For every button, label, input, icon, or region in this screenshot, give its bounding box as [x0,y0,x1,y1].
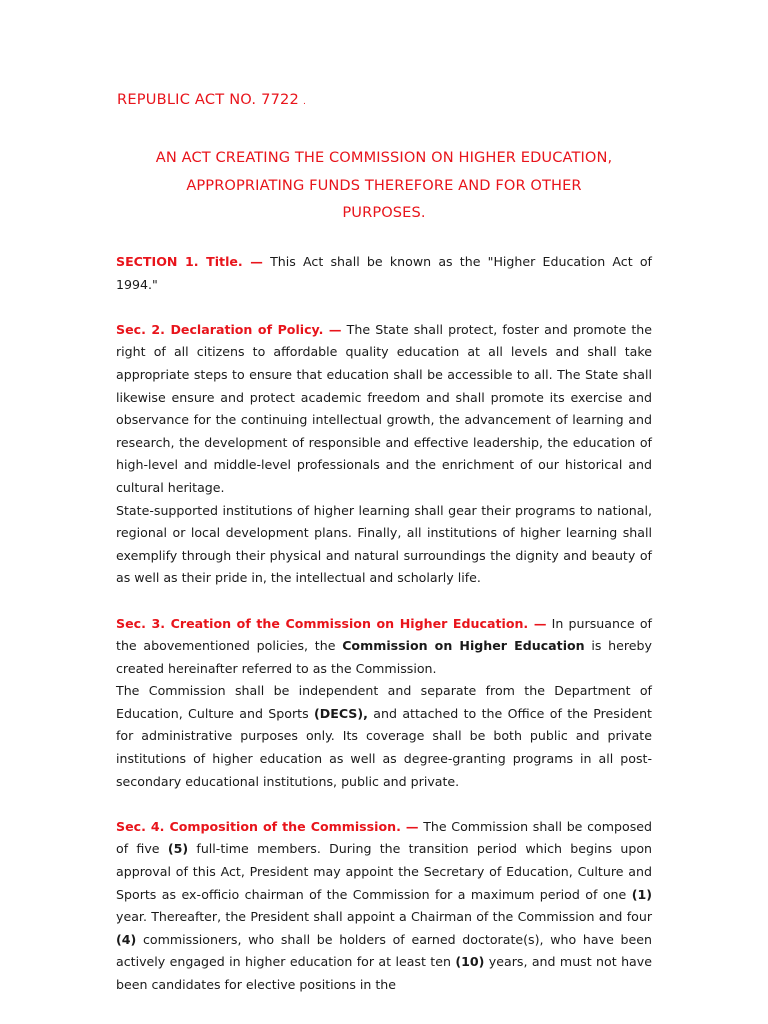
section-text: year. Thereafter, the President shall appoint a Chairman of the Commission and four [116,909,652,925]
section-heading: Sec. 2. Declaration of Policy. — [116,321,342,337]
section-text: years, and must not have been candidates for elective positions in the [116,954,652,992]
decs-abbrev: (DECS), [314,705,368,721]
number-bold: (10) [455,954,485,970]
section-heading: Sec. 4. Composition of the Commission. — [116,818,419,834]
document-subtitle [100,144,668,227]
section-text: The State shall protect, foster and promote the right of all citizens to affordable quality education at all levels and shall take appropriate steps to ensure that education shall be accessible to all. The State shall likewise ensure and protect academic freedom and shall promote its exercise and observance for the continuing intellectual growth, the advancement of learning and research, the development of responsible and effective leadership, the education of high-level and middle-level professionals and the enrichment of our historical and cultural heritage. [116,321,653,495]
section-3-paragraph [116,680,652,793]
section-text: full-time members. During the transition period which begins upon approval of this Act, President may appoint the Secretary of Education, Culture and Sports as ex-officio chairman of the Commission for a maximum period of one [116,841,653,902]
section-4 [116,816,652,997]
title-dot: . [303,97,307,107]
section-heading: Sec. 3. Creation of the Commission on Higher Education. — [116,615,547,631]
section-2 [116,319,652,500]
section-text: In pursuance of the abovementioned policies, the [116,615,652,654]
document-body [116,251,652,997]
section-text: is hereby created hereinafter referred to as the Commission. [116,638,652,676]
number-bold: (1) [631,886,652,902]
section-text: This Act shall be known as the "Higher Education Act of 1994." [116,254,652,292]
subtitle-line: AN ACT CREATING THE COMMISSION ON HIGHER EDUCATION, [155,149,613,166]
commission-name: Commission on Higher Education [342,638,585,654]
section-text: The Commission shall be independent and separate from the Department of Education, Culture and Sports [116,683,652,721]
section-text: and attached to the Office of the President for administrative purposes only. Its coverage shall be both public and private institutions of higher education as well as degree-granting programs in all post-secondary educational institutions, public and private. [116,705,652,789]
subtitle-line: APPROPRIATING FUNDS THEREFORE AND FOR OTHER [186,176,582,194]
section-2-paragraph: State-supported institutions of higher learning shall gear their programs to national, regional or local development plans. Finally, all institutions of higher learning shall exemplify through their physical and natural surroundings the dignity and beauty of as well as their pride in, the intellectual and scholarly life. [116,502,652,586]
section-heading: SECTION 1. Title. — [116,254,263,269]
title-text: REPUBLIC ACT NO. 7722 [117,91,300,108]
number-bold: (4) [116,931,137,947]
section-text: The Commission shall be composed of five [116,818,652,857]
subtitle-line: PURPOSES. [342,204,426,221]
number-bold: (5) [167,841,189,857]
section-1 [116,251,652,296]
section-text: commissioners, who shall be holders of earned doctorate(s), who have been actively engaged in higher education for at least ten [116,931,652,970]
section-3 [116,613,652,681]
document-title [117,91,306,108]
